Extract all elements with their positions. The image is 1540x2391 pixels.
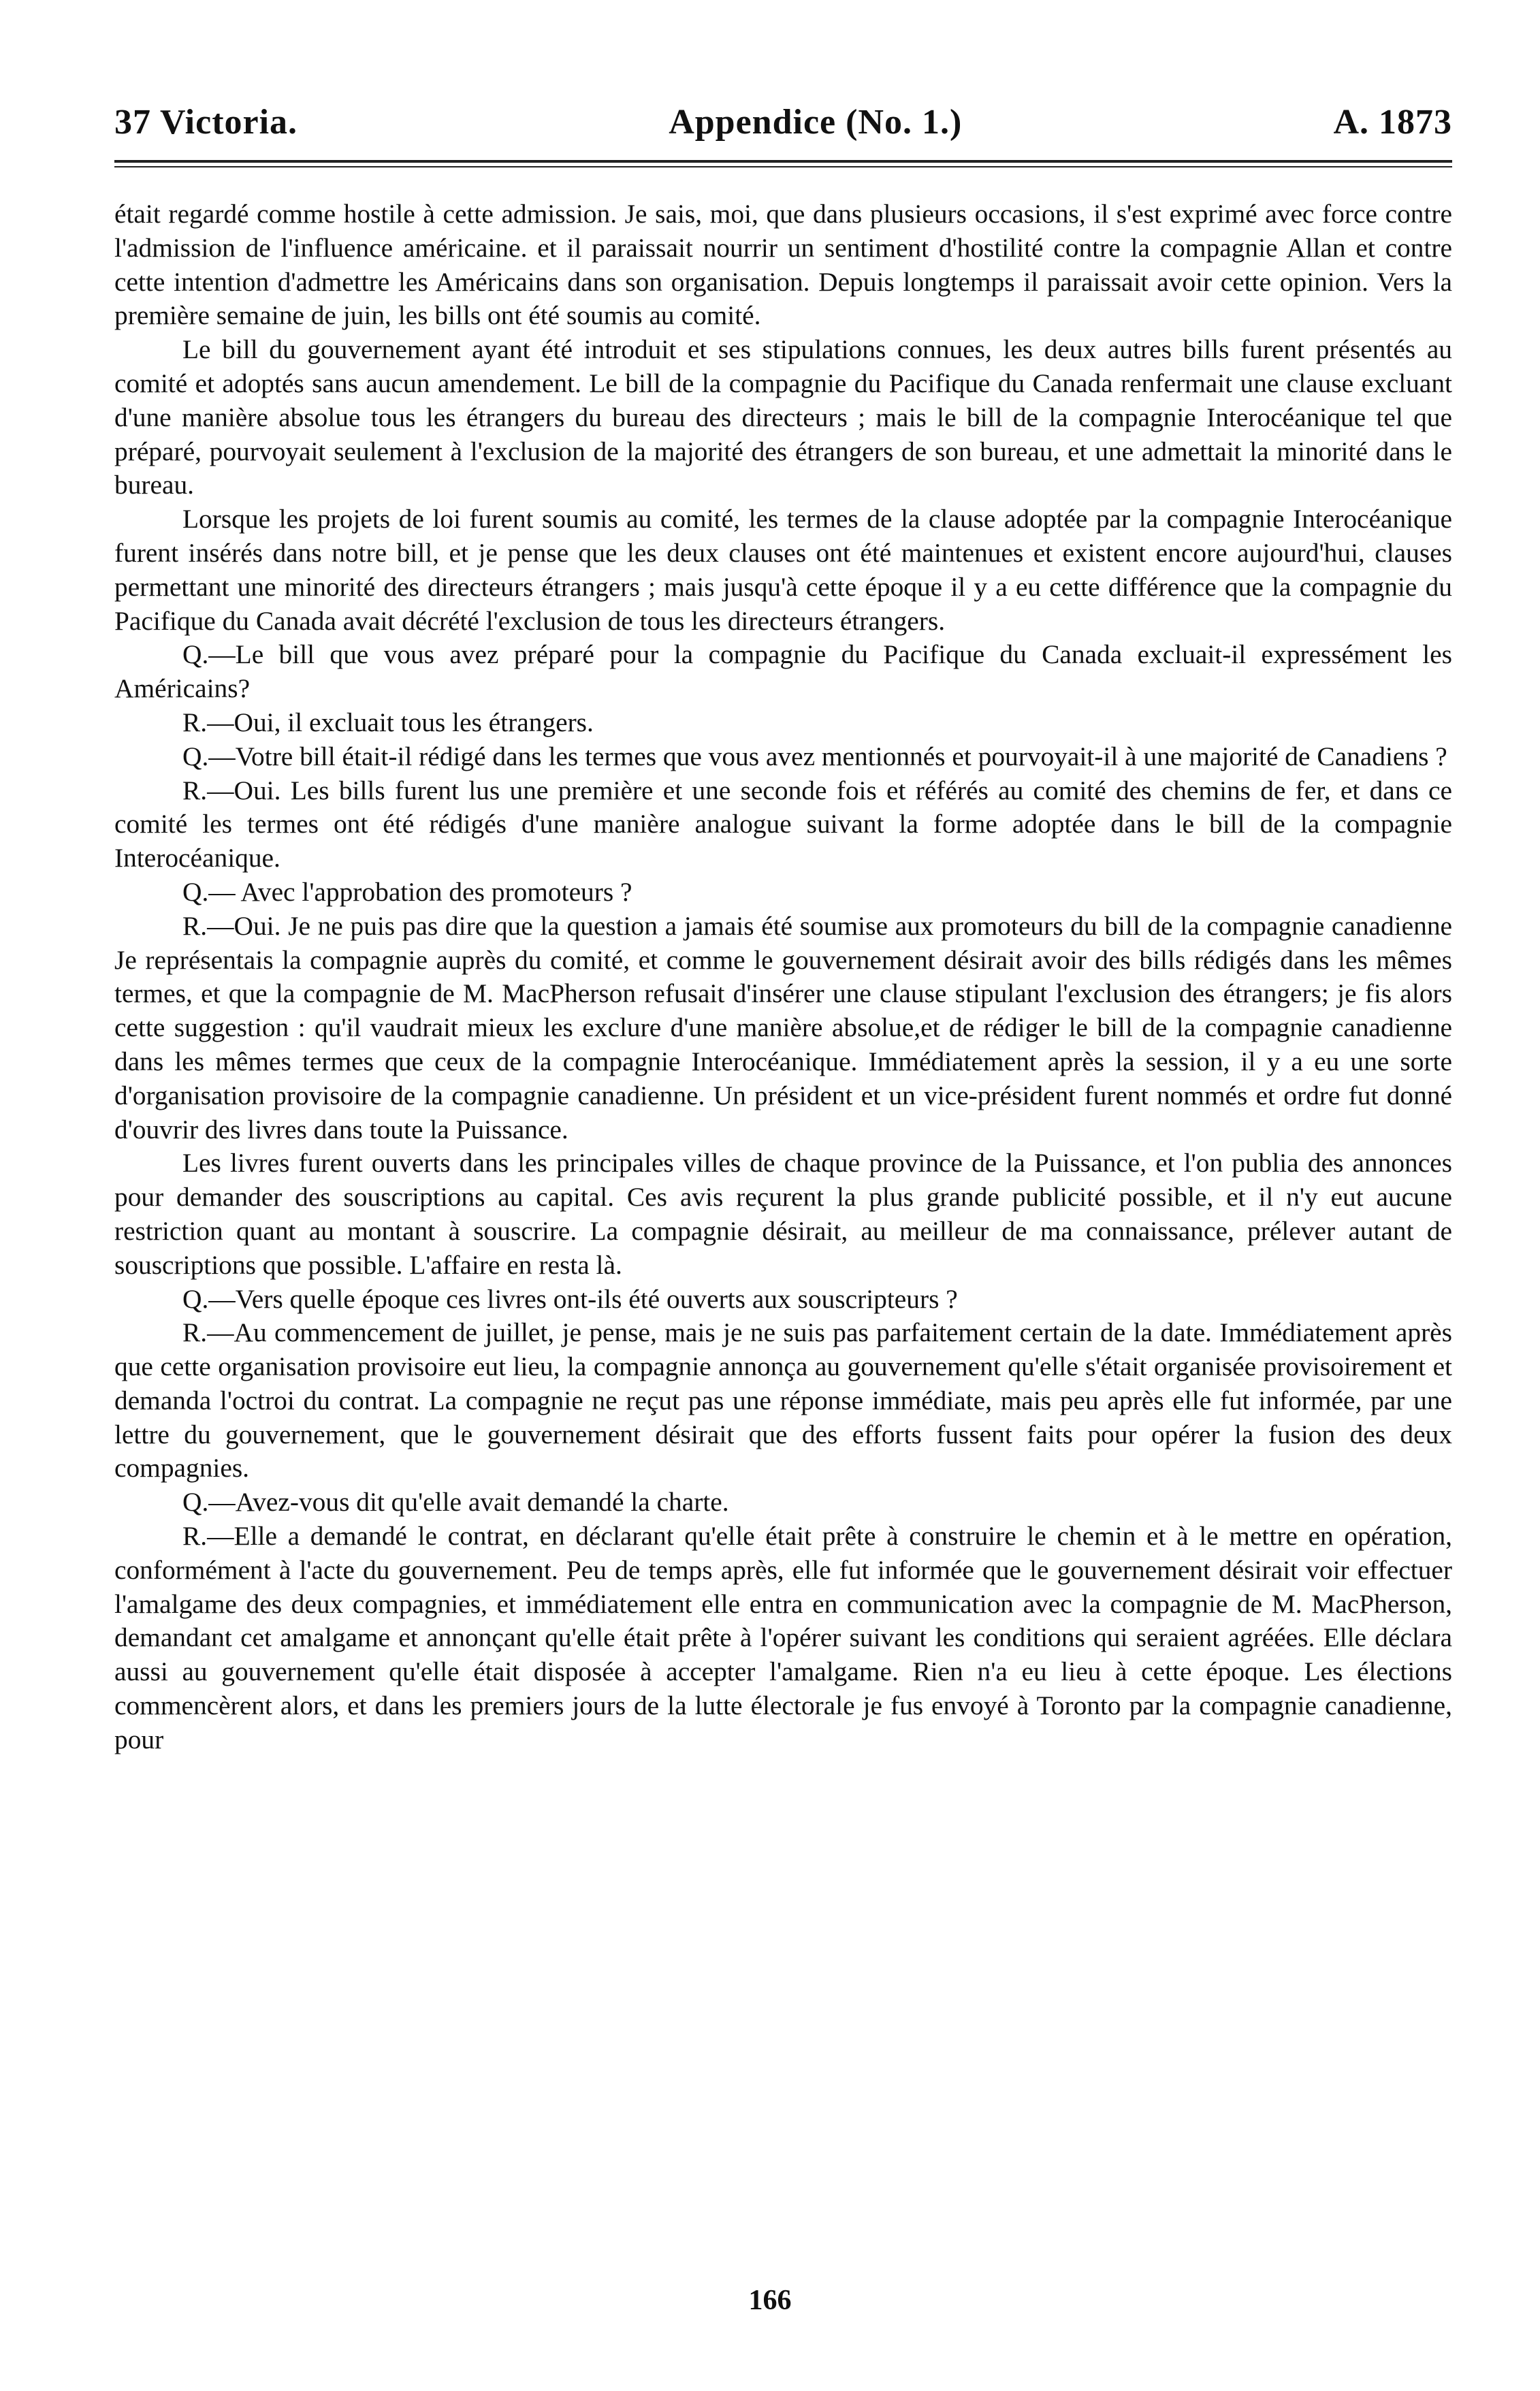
paragraph: Les livres furent ouverts dans les principales villes de chaque province de la Puissance, et l'on publia des annonces pour demander des souscriptions au capital. Ces avis reçurent la plus grande publicité possible, et il n'y eut aucune restriction quant au montant à souscrire. La compagnie désirait, au meilleur de ma connaissance, prélever autant de souscriptions que possible. L'affaire en resta là.	[114, 1148, 1452, 1280]
answer: R.—Au commencement de juillet, je pense, mais je ne suis pas parfaitement certain de la date. Immédiatement après que cette organisation provisoire eut lieu, la compagnie annonça au gouvernement qu'elle s'était organisée provisoirement et demanda l'octroi du contrat. La compagnie ne reçut pas une réponse immédiate, mais peu après elle fut informée, par une lettre du gouvernement, que le gouvernement désirait que des efforts fussent faits pour opérer la fusion des deux compagnies.	[114, 1317, 1452, 1483]
answer: R.—Oui, il excluait tous les étrangers.	[182, 707, 594, 737]
answer: R.—Oui. Je ne puis pas dire que la question a jamais été soumise aux promoteurs du bill de la compagnie canadienne Je représentais la compagnie auprès du comité, et comme le gouvernement désirait avoir des bills rédigés dans les mêmes termes, et que la compagnie de M. MacPherson refusait d'insérer une clause stipulant l'exclusion des étrangers; je fis alors cette suggestion : qu'il vaudrait mieux les exclure d'une manière absolue,et de rédiger le bill de la compagnie canadienne dans les mêmes termes que ceux de la compagnie Interocéanique. Immédiatement après la session, il y a eu une sorte d'organisation provisoire de la compagnie canadienne. Un président et un vice-président furent nommés et ordre fut donné d'ouvrir des livres dans toute la Puissance.	[114, 910, 1452, 1144]
answer: R.—Elle a demandé le contrat, en déclarant qu'elle était prête à construire le chemin et à le mettre en opération, conformément à l'acte du gouvernement. Peu de temps après, elle fut informée que le gouvernement désirait voir effectuer l'amalgame des deux compagnies, et immédiatement elle entra en communication avec la compagnie de M. MacPherson, demandant cet amalgame et annonçant qu'elle était prête à l'opérer suivant les conditions qui seraient agréées. Elle déclara aussi au gouvernement qu'elle était disposée à accepter l'amalgame. Rien n'a eu lieu à cette époque. Les élections commencèrent alors, et dans les premiers jours de la lutte électorale je fus envoyé à Toronto par la compagnie canadienne, pour	[114, 1521, 1452, 1754]
question: Q.—Le bill que vous avez préparé pour la compagnie du Pacifique du Canada excluait-il expressément les Américains?	[114, 639, 1452, 704]
paragraph: Le bill du gouvernement ayant été introduit et ses stipulations connues, les deux autres bills furent présentés au comité et adoptés sans aucun amendement. Le bill de la compagnie du Pacifique du Canada renfermait une clause excluant d'une manière absolue tous les étrangers du bureau des directeurs ; mais le bill de la compagnie Interocéanique tel que préparé, pourvoyait seulement à l'exclusion de la majorité des étrangers de son bureau, et une admettait la minorité dans le bureau.	[114, 334, 1452, 500]
header-left: 37 Victoria.	[114, 103, 298, 142]
question: Q.—Avez-vous dit qu'elle avait demandé la charte.	[182, 1487, 729, 1518]
paragraph: Lorsque les projets de loi furent soumis au comité, les termes de la clause adoptée par la compagnie Interocéanique furent insérés dans notre bill, et je pense que les deux clauses ont été maintenues et existent encore aujourd'hui, clauses permettant une minorité des directeurs étrangers ; mais jusqu'à cette époque il y a eu cette différence que la compagnie du Pacifique du Canada avait décrété l'exclusion de tous les directeurs étrangers.	[114, 504, 1452, 636]
header-rule	[114, 160, 1452, 163]
header-rule-thin	[114, 166, 1452, 167]
question: Q.—Vers quelle époque ces livres ont-ils été ouverts aux souscripteurs ?	[182, 1283, 958, 1314]
page-number: 166	[748, 2285, 792, 2316]
header-center: Appendice (No. 1.)	[669, 103, 963, 142]
document-page	[114, 102, 1452, 1757]
paragraph: était regardé comme hostile à cette admission. Je sais, moi, que dans plusieurs occasions, il s'est exprimé avec force contre l'admission de l'influence américaine. et il paraissait nourrir un sentiment d'hostilité contre la compagnie Allan et contre cette intention d'admettre les Américains dans son organisation. Depuis longtemps il paraissait avoir cette opinion. Vers la première semaine de juin, les bills ont été soumis au comité.	[114, 199, 1452, 331]
body-text	[114, 197, 1452, 1757]
running-header	[114, 102, 1452, 142]
header-right: A. 1873	[1333, 103, 1452, 142]
question: Q.—Votre bill était-il rédigé dans les termes que vous avez mentionnés et pourvoyait-il à une majorité de Canadiens ?	[182, 741, 1447, 771]
question: Q.— Avec l'approbation des promoteurs ?	[182, 876, 632, 907]
answer: R.—Oui. Les bills furent lus une première et une seconde fois et référés au comité des chemins de fer, et dans ce comité les termes ont été rédigés d'une manière analogue suivant la forme adoptée dans le bill de la compagnie Interocéanique.	[114, 775, 1452, 873]
